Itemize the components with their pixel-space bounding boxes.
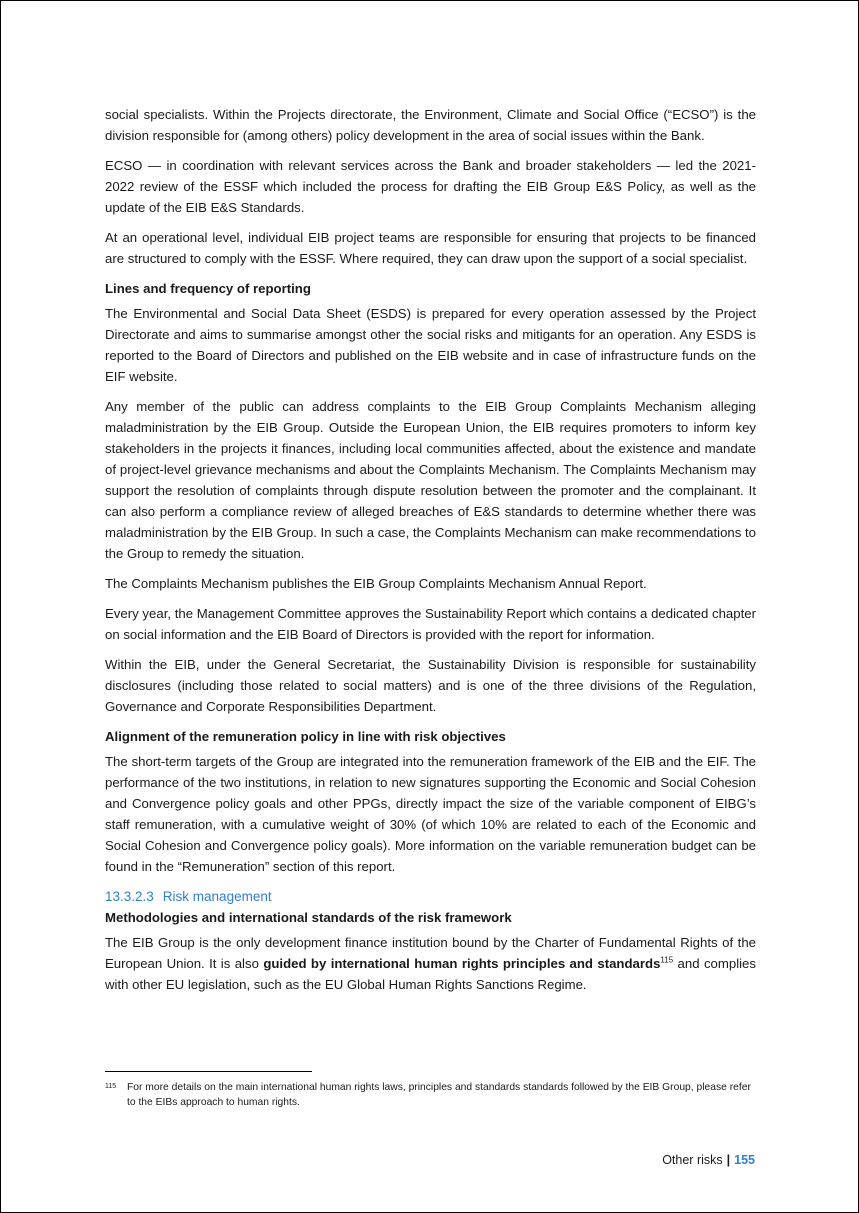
paragraph: The short-term targets of the Group are integrated into the remuneration framework of the EIB and the EIF. The performance of the two institutions, in relation to new signatures supporting the Economic and Social Cohesion and Convergence policy goals and other PPGs, directly impact the size of the variable component of EIBG’s staff remuneration, with a cumulative weight of 30% (of which 10% are related to each of the Economic and Social Cohesion and Convergence policy goals). More information on the variable remuneration budget can be found in the “Remuneration” section of this report.	[105, 754, 756, 874]
section-heading	[105, 886, 756, 907]
footnote	[105, 1081, 756, 1110]
text-run: The EIB Group is the only development finance institution bound by the Charter of Fundamental Rights of the European Union. It is also	[105, 935, 756, 971]
paragraph: social specialists. Within the Projects directorate, the Environment, Climate and Social Office (“ECSO”) is the division responsible for (among others) policy development in the area of social issues within the Bank.	[105, 107, 756, 143]
subheading-remuneration-alignment: Alignment of the remuneration policy in line with risk objectives	[105, 729, 506, 744]
paragraph: Every year, the Management Committee approves the Sustainability Report which contains a dedicated chapter on social information and the EIB Board of Directors is provided with the report for information.	[105, 606, 756, 642]
page-number: 155	[734, 1153, 755, 1167]
text-run: and complies with other EU legislation, such as the EU Global Human Rights Sanctions Regime.	[105, 956, 756, 992]
subheading-lines-of-reporting: Lines and frequency of reporting	[105, 281, 311, 296]
paragraph: Any member of the public can address complaints to the EIB Group Complaints Mechanism alleging maladministration by the EIB Group. Outside the European Union, the EIB requires promoters to inform key stakeholders in the projects it finances, including local communities affected, about the existence and mandate of project-level grievance mechanisms and about the Complaints Mechanism. The Complaints Mechanism may support the resolution of complaints through dispute resolution between the promoter and the complainant. It can also perform a compliance review of alleged breaches of E&S standards to determine whether there was maladministration by the EIB Group. In such a case, the Complaints Mechanism can make recommendations to the Group to remedy the situation.	[105, 399, 756, 561]
footer-separator: |	[726, 1153, 731, 1167]
paragraph: Within the EIB, under the General Secretariat, the Sustainability Division is responsible for sustainability disclosures (including those related to social matters) and is one of the three divisions of the Regulation, Governance and Corporate Responsibilities Department.	[105, 657, 756, 714]
paragraph: ECSO — in coordination with relevant services across the Bank and broader stakeholders — led the 2021-2022 review of the ESSF which included the process for drafting the EIB Group E&S Policy, as well as the update of the EIB E&S Standards.	[105, 158, 756, 215]
page-footer	[662, 1153, 755, 1167]
section-number: 13.3.2.3	[105, 889, 154, 904]
footnote-text: For more details on the main international human rights laws, principles and standards standards followed by the EIB Group, please refer to the EIBs approach to human rights.	[127, 1082, 751, 1108]
emphasized-text: guided by international human rights principles and standards	[263, 956, 661, 971]
paragraph: The Environmental and Social Data Sheet (ESDS) is prepared for every operation assessed by the Project Directorate and aims to summarise amongst other the social risks and mitigants for an operation. Any ESDS is reported to the Board of Directors and published on the EIB website and in case of infrastructure funds on the EIF website.	[105, 306, 756, 384]
subheading-methodologies: Methodologies and international standards of the risk framework	[105, 910, 512, 925]
paragraph	[105, 932, 756, 995]
section-title: Risk management	[162, 889, 272, 904]
paragraph: The Complaints Mechanism publishes the EIB Group Complaints Mechanism Annual Report.	[105, 576, 647, 591]
footnote-number: 115	[105, 1083, 117, 1090]
paragraph: At an operational level, individual EIB project teams are responsible for ensuring that projects to be financed are structured to comply with the ESSF. Where required, they can draw upon the support of a social specialist.	[105, 230, 756, 266]
footer-section-label: Other risks	[662, 1153, 723, 1167]
page-body	[105, 104, 756, 1004]
footnote-reference[interactable]: 115	[660, 955, 674, 965]
footnote-divider	[105, 1071, 312, 1072]
